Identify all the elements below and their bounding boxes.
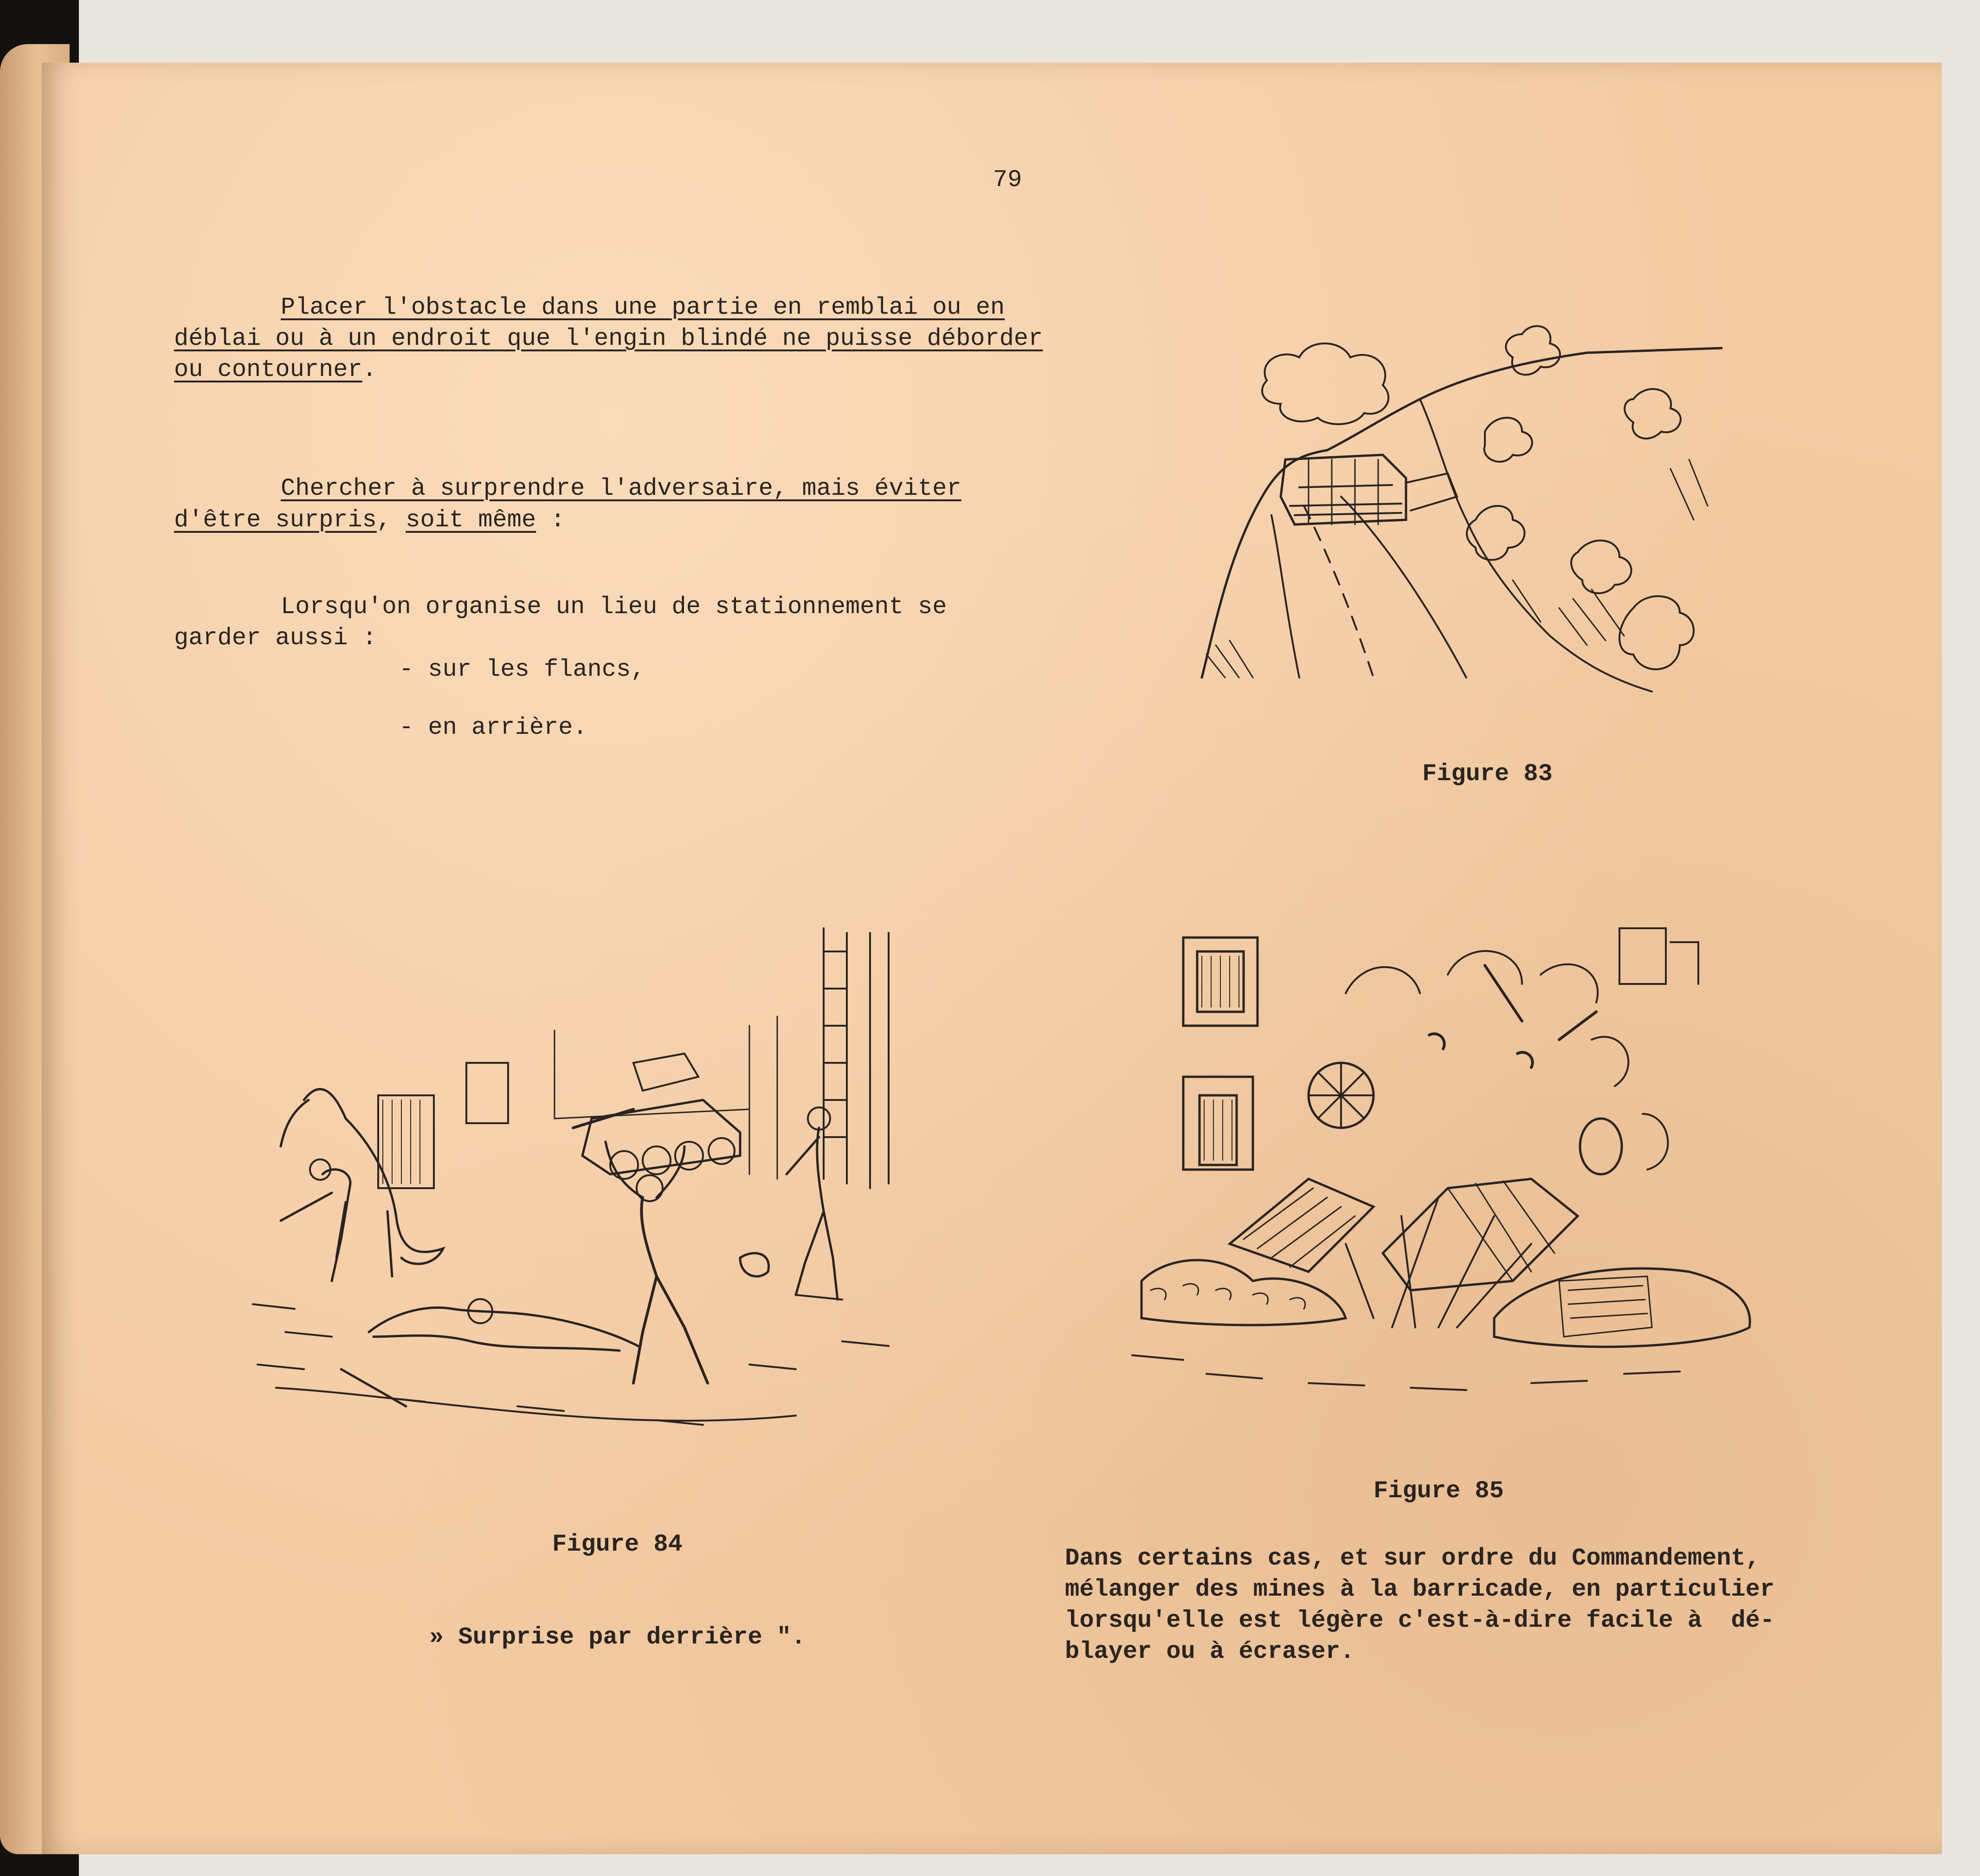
paragraph2-line4: blayer ou à écraser.	[1065, 1638, 1355, 1665]
paragraph1-line2: garder aussi :	[174, 624, 377, 652]
heading1-line3-end: .	[362, 356, 377, 383]
scan-background-top	[79, 0, 1980, 65]
figure85-caption: Figure 85	[1374, 1477, 1504, 1505]
page-number: 79	[993, 166, 1022, 194]
heading1-line3: ou contourner	[174, 356, 362, 383]
heading1-line2: déblai ou à un endroit que l'engin blindé ne puisse déborder	[174, 325, 1043, 352]
figure84-caption: Figure 84	[552, 1531, 683, 1558]
figure83-illustration	[1188, 320, 1726, 701]
heading2-line1: Chercher à surprendre l'adversaire, mais éviter	[281, 475, 961, 502]
scan-background-bottom	[79, 1854, 1980, 1876]
paragraph1-line1: Lorsqu'on organise un lieu de stationnement se	[281, 593, 947, 621]
figure84-subtitle: » Surprise par derrière ".	[429, 1624, 806, 1651]
paragraph2-line2: mélanger des mines à la barricade, en particulier	[1065, 1576, 1775, 1603]
heading2-line2d: :	[536, 506, 565, 534]
figure84-svg	[239, 924, 958, 1462]
heading1-line1: Placer l'obstacle dans une partie en remblai ou en	[281, 294, 1005, 321]
paragraph2-line1: Dans certains cas, et sur ordre du Commandement,	[1065, 1545, 1760, 1572]
heading2-line2a: d'être surpris	[174, 506, 377, 534]
heading1-line3-wrap	[174, 355, 377, 385]
scan-background-right	[1942, 0, 1980, 1876]
paragraph2-line3: lorsqu'elle est légère c'est-à-dire facile à dé-	[1065, 1607, 1775, 1634]
figure85-illustration	[1114, 919, 1763, 1411]
heading2-line2b: ,	[376, 506, 406, 534]
paragraph1-item1: - sur les flancs,	[399, 656, 645, 683]
figure83-svg	[1188, 320, 1726, 701]
figure85-svg	[1114, 919, 1763, 1411]
paragraph1-item2: - en arrière.	[399, 714, 587, 741]
figure84-illustration	[239, 924, 958, 1462]
figure83-caption: Figure 83	[1422, 760, 1553, 788]
heading2-line2c: soit même	[406, 506, 536, 534]
heading2-line2	[174, 505, 565, 536]
